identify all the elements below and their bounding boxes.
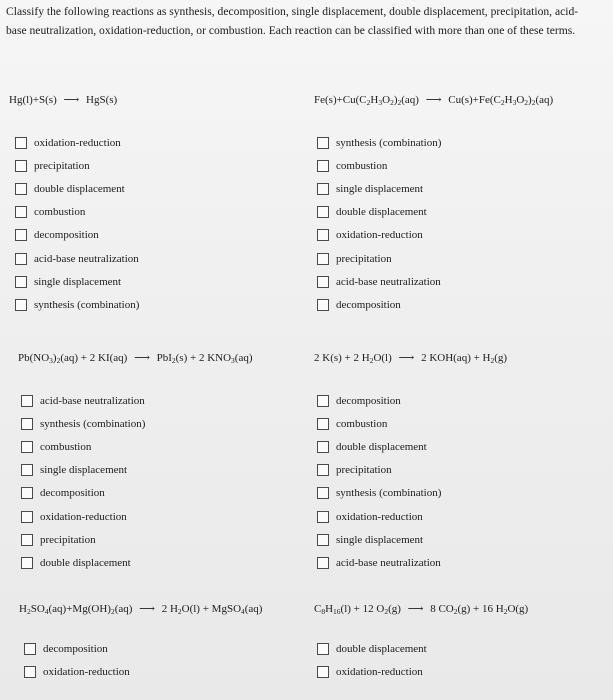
reaction-3-options	[21, 389, 145, 575]
checkbox[interactable]	[15, 253, 27, 265]
reaction-3-option-oxidation-reduction[interactable]	[21, 505, 145, 528]
reaction-3-option-double-displacement[interactable]	[21, 551, 145, 574]
reaction-3-option-acid-base-neutralization[interactable]	[21, 389, 145, 412]
option-label: combustion	[40, 440, 92, 453]
reaction-2-equation: $Fe(s)+Cu(C_2H_3O_2)_2(aq)$ ⟶ $Cu(s)+Fe(C_2H_3O_2)_2(aq)$	[314, 94, 554, 107]
reaction-4-options	[317, 389, 441, 575]
checkbox[interactable]	[21, 441, 33, 453]
option-label: single displacement	[34, 275, 122, 288]
checkbox[interactable]	[21, 487, 33, 499]
option-label: decomposition	[43, 642, 108, 655]
checkbox[interactable]	[317, 160, 329, 172]
option-label: synthesis (combination)	[34, 298, 140, 311]
reaction-6-option-double-displacement[interactable]	[317, 637, 427, 660]
option-label: double displacement	[336, 206, 427, 219]
reaction-3-option-decomposition[interactable]	[21, 482, 145, 505]
checkbox[interactable]	[317, 643, 329, 655]
option-label: combustion	[336, 159, 388, 172]
checkbox[interactable]	[317, 511, 329, 523]
reaction-4-option-acid-base-neutralization[interactable]	[317, 551, 441, 574]
option-label: double displacement	[34, 182, 125, 195]
option-label: decomposition	[34, 229, 99, 242]
reaction-2-option-precipitation[interactable]	[317, 247, 441, 270]
reaction-3-equation: $Pb(NO_3)_2(aq) + 2$ KI(aq) ⟶ PbI$_2$(s) + 2 $KNO_3(aq)$	[18, 352, 253, 365]
reaction-5-options	[24, 637, 130, 683]
option-label: acid-base neutralization	[40, 394, 145, 407]
checkbox[interactable]	[317, 418, 329, 430]
reaction-3-option-combustion[interactable]	[21, 435, 145, 458]
reaction-1-option-combustion[interactable]	[15, 201, 139, 224]
reaction-4-option-single-displacement[interactable]	[317, 528, 441, 551]
option-label: synthesis (combination)	[336, 136, 442, 149]
checkbox[interactable]	[24, 666, 36, 678]
option-label: double displacement	[336, 440, 427, 453]
checkbox[interactable]	[15, 183, 27, 195]
reaction-2-option-combustion[interactable]	[317, 154, 441, 177]
reaction-1-option-double-displacement[interactable]	[15, 177, 139, 200]
option-label: oxidation-reduction	[336, 665, 423, 678]
option-label: acid-base neutralization	[336, 275, 441, 288]
option-label: decomposition	[336, 394, 401, 407]
reaction-1-options	[15, 131, 139, 317]
reaction-4-option-combustion[interactable]	[317, 412, 441, 435]
checkbox[interactable]	[15, 137, 27, 149]
option-label: precipitation	[40, 533, 96, 546]
reaction-2-option-acid-base-neutralization[interactable]	[317, 270, 441, 293]
reaction-4-option-synthesis-combination[interactable]	[317, 482, 441, 505]
option-label: combustion	[336, 417, 388, 430]
checkbox[interactable]	[317, 441, 329, 453]
reaction-2-option-oxidation-reduction[interactable]	[317, 224, 441, 247]
option-label: single displacement	[40, 464, 128, 477]
checkbox[interactable]	[317, 137, 329, 149]
checkbox[interactable]	[317, 464, 329, 476]
checkbox[interactable]	[15, 229, 27, 241]
option-label: single displacement	[336, 182, 424, 195]
checkbox[interactable]	[21, 464, 33, 476]
option-label: oxidation-reduction	[43, 665, 130, 678]
checkbox[interactable]	[24, 643, 36, 655]
checkbox[interactable]	[317, 206, 329, 218]
reaction-1-option-acid-base-neutralization[interactable]	[15, 247, 139, 270]
checkbox[interactable]	[317, 229, 329, 241]
checkbox[interactable]	[21, 395, 33, 407]
checkbox[interactable]	[317, 253, 329, 265]
option-label: oxidation-reduction	[40, 510, 127, 523]
option-label: synthesis (combination)	[40, 417, 146, 430]
checkbox[interactable]	[21, 557, 33, 569]
checkbox[interactable]	[317, 534, 329, 546]
checkbox[interactable]	[317, 487, 329, 499]
reaction-2-option-synthesis-combination[interactable]	[317, 131, 441, 154]
option-label: precipitation	[34, 159, 90, 172]
reaction-4-option-decomposition[interactable]	[317, 389, 441, 412]
checkbox[interactable]	[21, 511, 33, 523]
option-label: oxidation-reduction	[336, 510, 423, 523]
checkbox[interactable]	[21, 534, 33, 546]
option-label: acid-base neutralization	[34, 252, 139, 265]
reaction-1-option-precipitation[interactable]	[15, 154, 139, 177]
option-label: combustion	[34, 206, 86, 219]
reaction-4-option-oxidation-reduction[interactable]	[317, 505, 441, 528]
reaction-6-equation: $C_8H_{16}(l) + 12$ $O_2(g)$ ⟶ 8 $CO_2(g) + 16$ $H_2O(g)$	[314, 603, 529, 616]
reaction-2-options	[317, 131, 441, 317]
option-label: decomposition	[336, 298, 401, 311]
option-label: acid-base neutralization	[336, 556, 441, 569]
checkbox[interactable]	[317, 557, 329, 569]
reaction-1-equation: Hg(l)+S(s) ⟶ HgS(s)	[9, 94, 118, 106]
instructions-text: Classify the following reactions as synthesis, decomposition, single displacement, double displacement, precipitation, acid-base neutralization, oxidation-reduction, or combustion. Each reaction can be classified with more than one of these terms.	[6, 5, 579, 37]
option-label: synthesis (combination)	[336, 487, 442, 500]
checkbox[interactable]	[317, 183, 329, 195]
checkbox[interactable]	[317, 666, 329, 678]
checkbox[interactable]	[317, 395, 329, 407]
reaction-3-option-single-displacement[interactable]	[21, 459, 145, 482]
checkbox[interactable]	[15, 160, 27, 172]
checkbox[interactable]	[317, 299, 329, 311]
reaction-4-option-precipitation[interactable]	[317, 459, 441, 482]
checkbox[interactable]	[15, 299, 27, 311]
reaction-4-equation: 2 K(s) + 2 $H_2O(l)$ ⟶ 2 $KOH(aq) + H_2(g)$	[314, 352, 508, 365]
reaction-2-option-single-displacement[interactable]	[317, 177, 441, 200]
reaction-3-option-precipitation[interactable]	[21, 528, 145, 551]
checkbox[interactable]	[21, 418, 33, 430]
reaction-1-option-oxidation-reduction[interactable]	[15, 131, 139, 154]
option-label: precipitation	[336, 464, 392, 477]
option-label: double displacement	[336, 642, 427, 655]
reaction-1-option-synthesis-combination[interactable]	[15, 293, 139, 316]
option-label: decomposition	[40, 487, 105, 500]
reaction-6-options	[317, 637, 427, 683]
reaction-5-equation: $H_2SO_4(aq)+Mg(OH)_2(aq)$ ⟶ 2 $H_2O(l)$ + MgSO$_4$(aq)	[19, 603, 263, 616]
reaction-3-option-synthesis-combination[interactable]	[21, 412, 145, 435]
reaction-1-option-decomposition[interactable]	[15, 224, 139, 247]
reaction-5-option-decomposition[interactable]	[24, 637, 130, 660]
option-label: oxidation-reduction	[34, 136, 121, 149]
checkbox[interactable]	[317, 276, 329, 288]
reaction-5-option-oxidation-reduction[interactable]	[24, 660, 130, 683]
reaction-2-option-decomposition[interactable]	[317, 293, 441, 316]
option-label: oxidation-reduction	[336, 229, 423, 242]
checkbox[interactable]	[15, 206, 27, 218]
reaction-1-option-single-displacement[interactable]	[15, 270, 139, 293]
option-label: single displacement	[336, 533, 424, 546]
reaction-4-option-double-displacement[interactable]	[317, 435, 441, 458]
option-label: double displacement	[40, 556, 131, 569]
checkbox[interactable]	[15, 276, 27, 288]
reaction-2-option-double-displacement[interactable]	[317, 201, 441, 224]
reaction-6-option-oxidation-reduction[interactable]	[317, 660, 427, 683]
option-label: precipitation	[336, 252, 392, 265]
